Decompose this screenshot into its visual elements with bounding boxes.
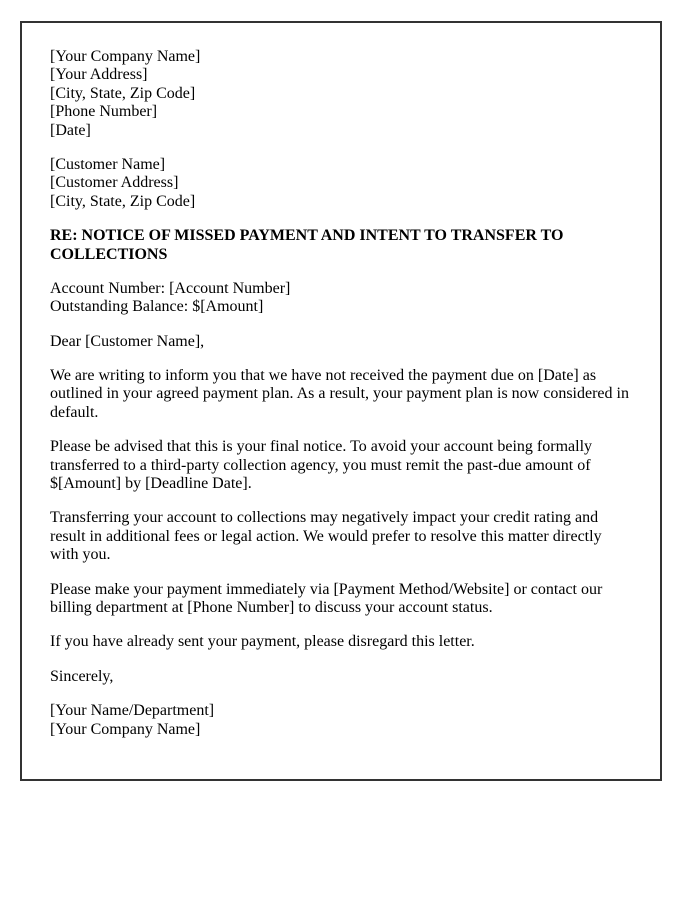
signature-company-name: [Your Company Name]	[50, 720, 201, 738]
salutation: Dear [Customer Name],	[50, 332, 205, 350]
customer-name: [Customer Name]	[50, 155, 166, 173]
recipient-address-block	[50, 156, 632, 211]
account-number-line: Account Number: [Account Number]	[50, 279, 291, 297]
body-paragraph-2: Please be advised that this is your final notice. To avoid your account being formally transferred to a third-party collection agency, you must remit the past-due amount of $[Amount] by [Deadline Date].	[50, 438, 593, 493]
letter-date: [Date]	[50, 121, 91, 139]
subject-line: RE: NOTICE OF MISSED PAYMENT AND INTENT TO TRANSFER TO COLLECTIONS	[50, 227, 564, 263]
account-details-block	[50, 280, 632, 317]
sender-phone-number: [Phone Number]	[50, 103, 158, 121]
closing: Sincerely,	[50, 667, 114, 685]
outstanding-balance-line: Outstanding Balance: $[Amount]	[50, 298, 264, 316]
signature-name-department: [Your Name/Department]	[50, 702, 215, 720]
body-paragraph-1: We are writing to inform you that we have not received the payment due on [Date] as outlined in your agreed payment plan. As a result, your payment plan is now considered in default.	[50, 367, 629, 421]
body-paragraph-4: Please make your payment immediately via [Payment Method/Website] or contact our billing department at [Phone Number] to discuss your account status.	[50, 580, 603, 616]
signature-block	[50, 702, 632, 739]
body-paragraph-5: If you have already sent your payment, please disregard this letter.	[50, 633, 475, 651]
sender-company-name: [Your Company Name]	[50, 48, 201, 65]
sender-address: [Your Address]	[50, 66, 148, 84]
customer-address: [Customer Address]	[50, 174, 179, 192]
sender-city-state-zip: [City, State, Zip Code]	[50, 84, 196, 102]
body-paragraph-3: Transferring your account to collections may negatively impact your credit rating and result in additional fees or legal action. We would prefer to resolve this matter directly with you.	[50, 509, 602, 564]
sender-address-block	[50, 48, 632, 140]
customer-city-state-zip: [City, State, Zip Code]	[50, 192, 196, 210]
letter-document	[20, 21, 662, 781]
